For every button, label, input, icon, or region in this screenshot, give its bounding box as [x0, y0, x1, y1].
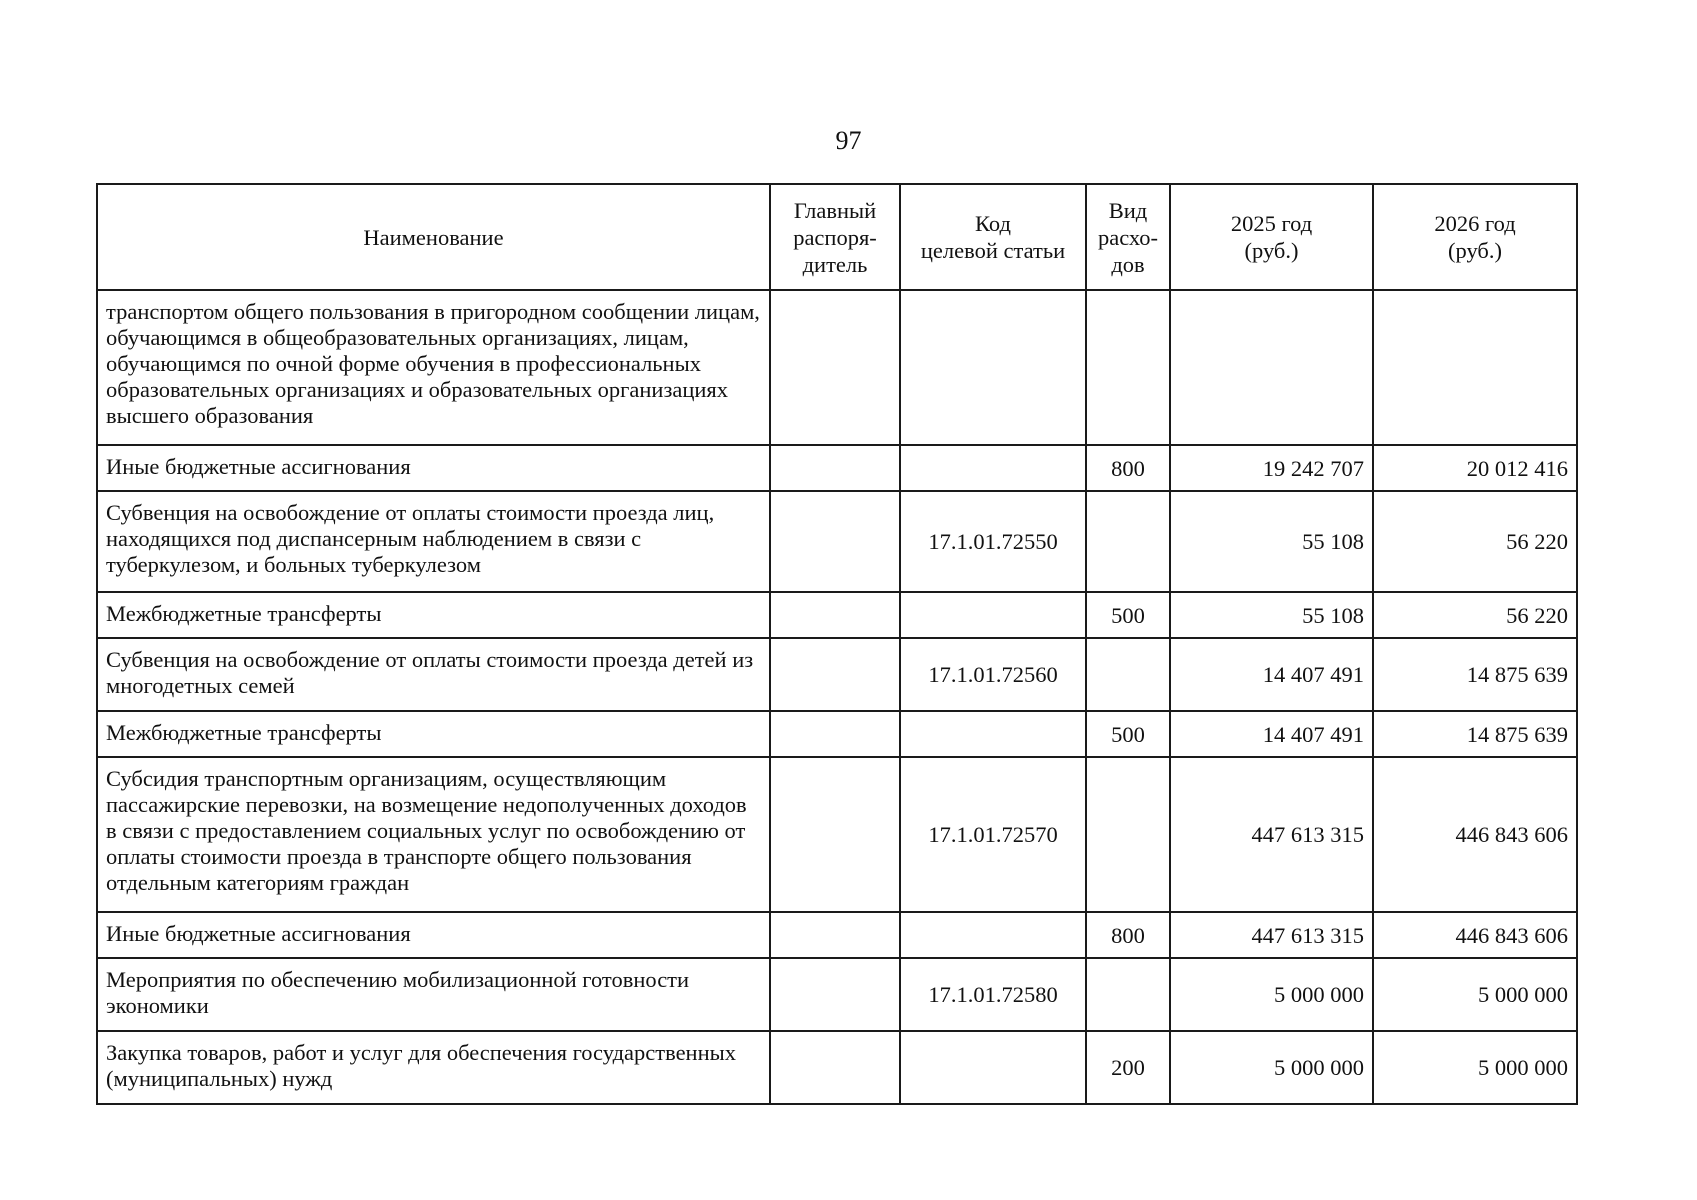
cell-type [1086, 958, 1170, 1031]
cell-2025: 447 613 315 [1170, 757, 1373, 912]
cell-2025: 5 000 000 [1170, 1031, 1373, 1104]
table-row [97, 592, 1577, 638]
header-year-2025: 2025 год (руб.) [1170, 184, 1373, 290]
header-name: Наименование [97, 184, 770, 290]
cell-type: 500 [1086, 592, 1170, 638]
cell-type: 800 [1086, 445, 1170, 491]
table-row [97, 757, 1577, 912]
cell-manager [770, 711, 900, 757]
cell-code [900, 592, 1086, 638]
cell-2026: 56 220 [1373, 592, 1577, 638]
cell-name: Мероприятия по обеспечению мобилизационной готовности экономики [97, 958, 770, 1031]
cell-name: транспортом общего пользования в пригородном сообщении лицам, обучающимся в общеобразовательных организациях, лицам, обучающимся по очной форме обучения в профессиональных образовательных организациях и образовательных организациях высшего образования [97, 290, 770, 445]
cell-2025: 14 407 491 [1170, 638, 1373, 711]
cell-name: Межбюджетные трансферты [97, 592, 770, 638]
table-header [97, 184, 1577, 290]
cell-type [1086, 290, 1170, 445]
cell-code [900, 912, 1086, 958]
table-row [97, 958, 1577, 1031]
table-body [97, 290, 1577, 1104]
cell-manager [770, 638, 900, 711]
budget-table [96, 183, 1578, 1105]
cell-2026: 5 000 000 [1373, 1031, 1577, 1104]
cell-type: 800 [1086, 912, 1170, 958]
cell-code: 17.1.01.72550 [900, 491, 1086, 592]
cell-name: Межбюджетные трансферты [97, 711, 770, 757]
cell-2025: 5 000 000 [1170, 958, 1373, 1031]
cell-2025 [1170, 290, 1373, 445]
cell-2026: 446 843 606 [1373, 912, 1577, 958]
table-row [97, 711, 1577, 757]
cell-2026: 5 000 000 [1373, 958, 1577, 1031]
header-row [97, 184, 1577, 290]
table-row [97, 445, 1577, 491]
cell-2026: 14 875 639 [1373, 711, 1577, 757]
cell-2025: 19 242 707 [1170, 445, 1373, 491]
cell-code [900, 711, 1086, 757]
cell-manager [770, 445, 900, 491]
cell-code: 17.1.01.72580 [900, 958, 1086, 1031]
cell-name: Субсидия транспортным организациям, осуществляющим пассажирские перевозки, на возмещение недополученных доходов в связи с предоставлением социальных услуг по освобождению от оплаты стоимости проезда в транспорте общего пользования отдельным категориям граждан [97, 757, 770, 912]
cell-code: 17.1.01.72570 [900, 757, 1086, 912]
table-row [97, 290, 1577, 445]
table-row [97, 1031, 1577, 1104]
cell-manager [770, 912, 900, 958]
cell-code [900, 290, 1086, 445]
cell-type [1086, 757, 1170, 912]
cell-manager [770, 290, 900, 445]
cell-2026 [1373, 290, 1577, 445]
cell-manager [770, 1031, 900, 1104]
table-row [97, 912, 1577, 958]
cell-type [1086, 491, 1170, 592]
cell-type: 500 [1086, 711, 1170, 757]
header-expense-type: Вид расхо- дов [1086, 184, 1170, 290]
cell-2026: 446 843 606 [1373, 757, 1577, 912]
cell-2025: 55 108 [1170, 592, 1373, 638]
page-number: 97 [835, 126, 862, 155]
cell-2026: 14 875 639 [1373, 638, 1577, 711]
header-year-2026: 2026 год (руб.) [1373, 184, 1577, 290]
cell-name: Иные бюджетные ассигнования [97, 445, 770, 491]
cell-manager [770, 958, 900, 1031]
cell-name: Субвенция на освобождение от оплаты стоимости проезда лиц, находящихся под диспансерным наблюдением в связи с туберкулезом, и больных туберкулезом [97, 491, 770, 592]
cell-name: Субвенция на освобождение от оплаты стоимости проезда детей из многодетных семей [97, 638, 770, 711]
cell-type: 200 [1086, 1031, 1170, 1104]
cell-code [900, 1031, 1086, 1104]
cell-2025: 14 407 491 [1170, 711, 1373, 757]
cell-manager [770, 592, 900, 638]
cell-2026: 56 220 [1373, 491, 1577, 592]
cell-type [1086, 638, 1170, 711]
cell-code: 17.1.01.72560 [900, 638, 1086, 711]
table-row [97, 638, 1577, 711]
header-code: Код целевой статьи [900, 184, 1086, 290]
cell-2026: 20 012 416 [1373, 445, 1577, 491]
cell-name: Закупка товаров, работ и услуг для обеспечения государственных (муниципальных) нужд [97, 1031, 770, 1104]
cell-2025: 447 613 315 [1170, 912, 1373, 958]
table-row [97, 491, 1577, 592]
header-manager: Главный распоря- дитель [770, 184, 900, 290]
cell-manager [770, 757, 900, 912]
cell-code [900, 445, 1086, 491]
cell-2025: 55 108 [1170, 491, 1373, 592]
cell-manager [770, 491, 900, 592]
cell-name: Иные бюджетные ассигнования [97, 912, 770, 958]
